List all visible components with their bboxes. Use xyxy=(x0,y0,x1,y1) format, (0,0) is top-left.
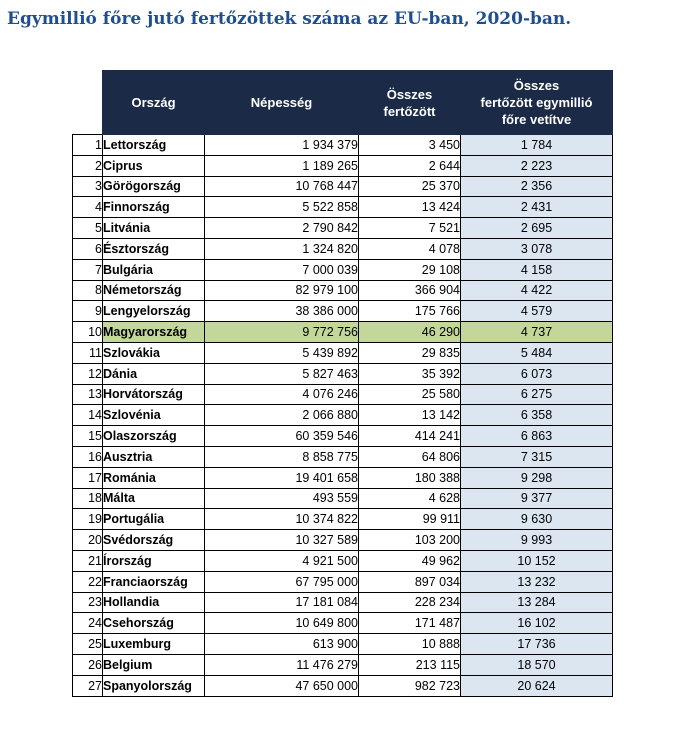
rank-cell: 14 xyxy=(73,405,103,426)
infected-cell: 29 108 xyxy=(359,259,461,280)
infected-cell: 897 034 xyxy=(359,571,461,592)
population-cell: 11 476 279 xyxy=(205,654,359,675)
rank-cell: 26 xyxy=(73,654,103,675)
infected-cell: 49 962 xyxy=(359,550,461,571)
table-row xyxy=(73,238,613,259)
population-cell: 38 386 000 xyxy=(205,301,359,322)
rank-cell: 12 xyxy=(73,363,103,384)
table-row xyxy=(73,218,613,239)
country-cell: Csehország xyxy=(103,613,205,634)
per-million-cell: 13 232 xyxy=(461,571,613,592)
population-cell: 5 439 892 xyxy=(205,342,359,363)
rank-cell: 27 xyxy=(73,675,103,696)
infected-cell: 180 388 xyxy=(359,467,461,488)
population-cell: 9 772 756 xyxy=(205,322,359,343)
country-header: Ország xyxy=(103,71,205,135)
country-cell: Svédország xyxy=(103,530,205,551)
table-row xyxy=(73,135,613,156)
per-million-cell: 4 158 xyxy=(461,259,613,280)
population-cell: 613 900 xyxy=(205,634,359,655)
population-cell: 493 559 xyxy=(205,488,359,509)
per-million-cell: 10 152 xyxy=(461,550,613,571)
infected-cell: 213 115 xyxy=(359,654,461,675)
country-cell: Németország xyxy=(103,280,205,301)
rank-cell: 6 xyxy=(73,238,103,259)
rank-cell: 22 xyxy=(73,571,103,592)
rank-cell: 21 xyxy=(73,550,103,571)
table-row xyxy=(73,197,613,218)
infected-cell: 228 234 xyxy=(359,592,461,613)
table-row xyxy=(73,280,613,301)
rank-cell: 5 xyxy=(73,218,103,239)
infected-header-line: Összes xyxy=(386,86,433,102)
rank-cell: 18 xyxy=(73,488,103,509)
rank-cell: 20 xyxy=(73,530,103,551)
table-header-row xyxy=(73,71,613,135)
infected-cell: 46 290 xyxy=(359,322,461,343)
per-million-cell: 4 422 xyxy=(461,280,613,301)
table-row xyxy=(73,259,613,280)
rank-cell: 1 xyxy=(73,135,103,156)
rank-cell: 3 xyxy=(73,176,103,197)
infected-cell: 366 904 xyxy=(359,280,461,301)
infected-cell: 13 424 xyxy=(359,197,461,218)
population-cell: 2 066 880 xyxy=(205,405,359,426)
per-million-cell: 9 298 xyxy=(461,467,613,488)
population-cell: 60 359 546 xyxy=(205,426,359,447)
rank-cell: 17 xyxy=(73,467,103,488)
per-million-header xyxy=(461,71,613,135)
country-cell: Görögország xyxy=(103,176,205,197)
country-cell: Finnország xyxy=(103,197,205,218)
table-row xyxy=(73,654,613,675)
per-million-header-line: Összes xyxy=(513,78,560,93)
table-row xyxy=(73,446,613,467)
population-cell: 17 181 084 xyxy=(205,592,359,613)
population-cell: 47 650 000 xyxy=(205,675,359,696)
rank-cell: 9 xyxy=(73,301,103,322)
country-cell: Málta xyxy=(103,488,205,509)
per-million-cell: 13 284 xyxy=(461,592,613,613)
population-cell: 10 327 589 xyxy=(205,530,359,551)
population-cell: 5 827 463 xyxy=(205,363,359,384)
infected-header xyxy=(359,71,461,135)
population-cell: 10 768 447 xyxy=(205,176,359,197)
per-million-cell: 1 784 xyxy=(461,135,613,156)
country-cell: Szlovákia xyxy=(103,342,205,363)
country-cell: Litvánia xyxy=(103,218,205,239)
table-row xyxy=(73,530,613,551)
per-million-header-line: főre vetítve xyxy=(501,112,572,127)
per-million-cell: 2 695 xyxy=(461,218,613,239)
country-cell: Lengyelország xyxy=(103,301,205,322)
per-million-cell: 3 078 xyxy=(461,238,613,259)
population-cell: 10 374 822 xyxy=(205,509,359,530)
country-cell: Ciprus xyxy=(103,155,205,176)
per-million-cell: 6 358 xyxy=(461,405,613,426)
infected-cell: 414 241 xyxy=(359,426,461,447)
per-million-cell: 9 630 xyxy=(461,509,613,530)
table-row xyxy=(73,488,613,509)
page-title: Egymillió főre jutó fertőzöttek száma az EU-ban, 2020-ban. xyxy=(7,9,572,29)
infected-cell: 25 370 xyxy=(359,176,461,197)
country-cell: Románia xyxy=(103,467,205,488)
per-million-cell: 4 737 xyxy=(461,322,613,343)
infected-cell: 4 078 xyxy=(359,238,461,259)
infected-cell: 7 521 xyxy=(359,218,461,239)
rank-cell: 19 xyxy=(73,509,103,530)
country-cell: Dánia xyxy=(103,363,205,384)
per-million-cell: 2 431 xyxy=(461,197,613,218)
country-cell: Lettország xyxy=(103,135,205,156)
population-cell: 1 189 265 xyxy=(205,155,359,176)
population-cell: 1 934 379 xyxy=(205,135,359,156)
rank-cell: 10 xyxy=(73,322,103,343)
table-row xyxy=(73,613,613,634)
country-cell: Horvátország xyxy=(103,384,205,405)
per-million-header-line: fertőzött egymillió xyxy=(480,95,593,110)
table-row xyxy=(73,301,613,322)
infected-cell: 175 766 xyxy=(359,301,461,322)
population-cell: 7 000 039 xyxy=(205,259,359,280)
country-cell: Észtország xyxy=(103,238,205,259)
table-row xyxy=(73,405,613,426)
rank-cell: 2 xyxy=(73,155,103,176)
per-million-cell: 2 356 xyxy=(461,176,613,197)
infected-cell: 99 911 xyxy=(359,509,461,530)
population-cell: 19 401 658 xyxy=(205,467,359,488)
per-million-cell: 17 736 xyxy=(461,634,613,655)
rank-cell: 24 xyxy=(73,613,103,634)
per-million-cell: 6 863 xyxy=(461,426,613,447)
infected-cell: 13 142 xyxy=(359,405,461,426)
per-million-cell: 7 315 xyxy=(461,446,613,467)
population-cell: 4 076 246 xyxy=(205,384,359,405)
infected-cell: 35 392 xyxy=(359,363,461,384)
table-row xyxy=(73,363,613,384)
infected-cell: 3 450 xyxy=(359,135,461,156)
rank-cell: 4 xyxy=(73,197,103,218)
country-cell: Luxemburg xyxy=(103,634,205,655)
country-cell: Portugália xyxy=(103,509,205,530)
table-row xyxy=(73,571,613,592)
table-row xyxy=(73,592,613,613)
population-cell: 67 795 000 xyxy=(205,571,359,592)
population-cell: 82 979 100 xyxy=(205,280,359,301)
rank-header xyxy=(73,71,103,135)
infected-cell: 25 580 xyxy=(359,384,461,405)
infected-cell: 29 835 xyxy=(359,342,461,363)
table-row xyxy=(73,426,613,447)
infected-header-line: fertőzött xyxy=(383,103,436,119)
infected-cell: 64 806 xyxy=(359,446,461,467)
rank-cell: 13 xyxy=(73,384,103,405)
table-row xyxy=(73,155,613,176)
infected-cell: 10 888 xyxy=(359,634,461,655)
country-cell: Szlovénia xyxy=(103,405,205,426)
rank-cell: 16 xyxy=(73,446,103,467)
table-row xyxy=(73,550,613,571)
country-cell: Franciaország xyxy=(103,571,205,592)
rank-cell: 23 xyxy=(73,592,103,613)
per-million-cell: 9 993 xyxy=(461,530,613,551)
rank-cell: 11 xyxy=(73,342,103,363)
country-cell: Spanyolország xyxy=(103,675,205,696)
infected-cell: 103 200 xyxy=(359,530,461,551)
per-million-cell: 20 624 xyxy=(461,675,613,696)
table-row xyxy=(73,675,613,696)
country-cell: Magyarország xyxy=(103,322,205,343)
table-row xyxy=(73,384,613,405)
per-million-cell: 16 102 xyxy=(461,613,613,634)
country-cell: Ausztria xyxy=(103,446,205,467)
rank-cell: 8 xyxy=(73,280,103,301)
population-cell: 5 522 858 xyxy=(205,197,359,218)
country-cell: Bulgária xyxy=(103,259,205,280)
population-cell: 10 649 800 xyxy=(205,613,359,634)
population-cell: 1 324 820 xyxy=(205,238,359,259)
population-cell: 8 858 775 xyxy=(205,446,359,467)
table-row xyxy=(73,176,613,197)
country-cell: Írország xyxy=(103,550,205,571)
per-million-cell: 6 073 xyxy=(461,363,613,384)
infected-cell: 982 723 xyxy=(359,675,461,696)
infected-cell: 2 644 xyxy=(359,155,461,176)
rank-cell: 25 xyxy=(73,634,103,655)
population-cell: 2 790 842 xyxy=(205,218,359,239)
rank-cell: 7 xyxy=(73,259,103,280)
per-million-cell: 18 570 xyxy=(461,654,613,675)
per-million-cell: 6 275 xyxy=(461,384,613,405)
table-row xyxy=(73,467,613,488)
country-cell: Belgium xyxy=(103,654,205,675)
infected-cell: 4 628 xyxy=(359,488,461,509)
per-million-cell: 4 579 xyxy=(461,301,613,322)
population-header: Népesség xyxy=(205,71,359,135)
per-million-cell: 5 484 xyxy=(461,342,613,363)
table-row xyxy=(73,509,613,530)
table-row xyxy=(73,342,613,363)
table-row xyxy=(73,322,613,343)
rank-cell: 15 xyxy=(73,426,103,447)
table-row xyxy=(73,634,613,655)
per-million-cell: 2 223 xyxy=(461,155,613,176)
population-cell: 4 921 500 xyxy=(205,550,359,571)
country-cell: Hollandia xyxy=(103,592,205,613)
country-cell: Olaszország xyxy=(103,426,205,447)
infection-table xyxy=(72,70,613,697)
per-million-cell: 9 377 xyxy=(461,488,613,509)
infected-cell: 171 487 xyxy=(359,613,461,634)
